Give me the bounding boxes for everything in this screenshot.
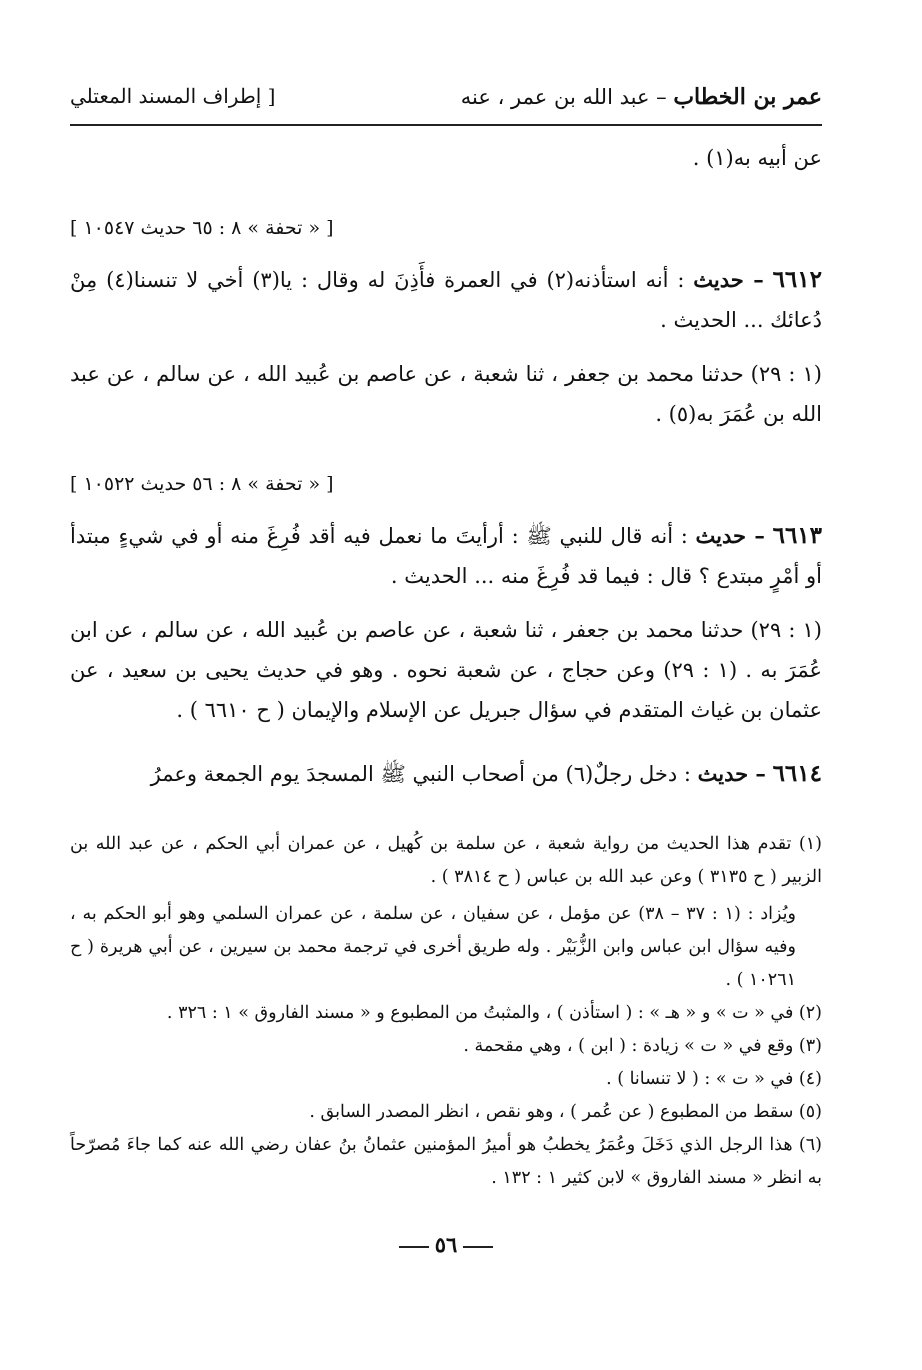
main-text [70, 138, 822, 794]
footnotes [70, 828, 822, 1195]
footnote-1-addendum: ويُزاد : (١ : ٣٧ – ٣٨) عن مؤمل ، عن سفيان ، عن سلمة ، عن عمران السلمي وهو أبو الحكم به ، وفيه سؤال ابن عباس وابن الزُّبَيْر . وله طريق أخرى في ترجمة محمد بن سيرين ، عن أبي هريرة ( ح ١٠٢٦١ ) . [70, 904, 796, 990]
page-number-dash [399, 1246, 429, 1248]
isnad-6612: (١ : ٢٩) حدثنا محمد بن جعفر ، ثنا شعبة ، عن عاصم بن عُبيد الله ، عن سالم ، عن عبد الله بن عُمَرَ به(٥) . [70, 362, 822, 426]
hadith-number: ٦٦١٢ [772, 266, 822, 293]
isnad-6613: (١ : ٢٩) حدثنا محمد بن جعفر ، ثنا شعبة ، عن عاصم بن عُبيد الله ، عن سالم ، عن ابن عُمَرَ به . (١ : ٢٩) وعن حجاج ، عن شعبة نحوه . وهو في حديث يحيى بن سعيد ، عن عثمان بن غياث المتقدم في سؤال جبريل عن الإسلام والإيمان ( ح ٦٦١٠ ) . [70, 618, 822, 722]
page-number [70, 1232, 822, 1257]
header-chapter-title [461, 84, 822, 110]
hadith-6612 [70, 260, 822, 340]
tuhfa-reference-1: [ « تحفة » ٨ : ٦٥ حديث ١٠٥٤٧ ] [70, 217, 334, 239]
continuation-line: عن أبيه به(١) . [692, 146, 822, 170]
hadith-6613 [70, 516, 822, 596]
hadith-text: : دخل رجلٌ(٦) من أصحاب النبي ﷺ المسجدَ يوم الجمعة وعمرُ [150, 762, 698, 786]
footnote-4: (٤) في « ت » : ( لا تنسانا ) . [606, 1069, 822, 1089]
footnote-1: (١) تقدم هذا الحديث من رواية شعبة ، عن سلمة بن كُهيل ، عن عمران أبي الحكم ، عن عبد الله بن الزبير ( ح ٣١٣٥ ) وعن عبد الله بن عباس ( ح ٣٨١٤ ) . [70, 834, 822, 887]
hadith-keyword: – حديث [697, 761, 766, 786]
page-number-dash [463, 1246, 493, 1248]
hadith-keyword: – حديث [695, 523, 765, 548]
page-number-value: ٥٦ [434, 1232, 458, 1257]
book-page [70, 0, 822, 1370]
hadith-text: : أنه قال للنبي ﷺ : أرأيتَ ما نعمل فيه أقد فُرِغَ منه أو في شيءٍ مبتدأ أو أمْرٍ مبتدع ؟ قال : فيما قد فُرِغَ منه ... الحديث . [70, 524, 822, 588]
hadith-6614 [70, 754, 822, 794]
tuhfa-reference-2: [ « تحفة » ٨ : ٥٦ حديث ١٠٥٢٢ ] [70, 473, 334, 495]
footnote-2: (٢) في « ت » و « هـ » : ( استأذن ) ، والمثبتُ من المطبوع و « مسند الفاروق » ١ : ٣٢٦ . [166, 1003, 822, 1023]
running-header [70, 84, 822, 120]
header-divider [70, 124, 822, 126]
header-book-title: [ إطراف المسند المعتلي [70, 84, 276, 108]
header-name-rest: – عبد الله بن عمر ، عنه [460, 85, 674, 109]
footnote-5: (٥) سقط من المطبوع ( عن عُمر ) ، وهو نقص ، انظر المصدر السابق . [309, 1102, 822, 1122]
hadith-keyword: – حديث [693, 267, 764, 292]
hadith-number: ٦٦١٣ [772, 522, 823, 549]
hadith-text: : أنه استأذنه(٢) في العمرة فأَذِنَ له وقال : يا(٣) أخي لا تنسنا(٤) مِنْ دُعائك ... الحديث . [70, 268, 822, 332]
footnote-3: (٣) وقع في « ت » زيادة : ( ابن ) ، وهي مقحمة . [463, 1036, 822, 1056]
footnote-6: (٦) هذا الرجل الذي دَخَلَ وعُمَرُ يخطبُ هو أميرُ المؤمنين عثمانُ بنُ عفان رضي الله عنه كما جاءَ مُصرّحاً به انظر « مسند الفاروق » لابن كثير ١ : ١٣٢ . [70, 1135, 822, 1188]
header-name-bold: عمر بن الخطاب [673, 84, 822, 110]
hadith-number: ٦٦١٤ [772, 760, 822, 787]
